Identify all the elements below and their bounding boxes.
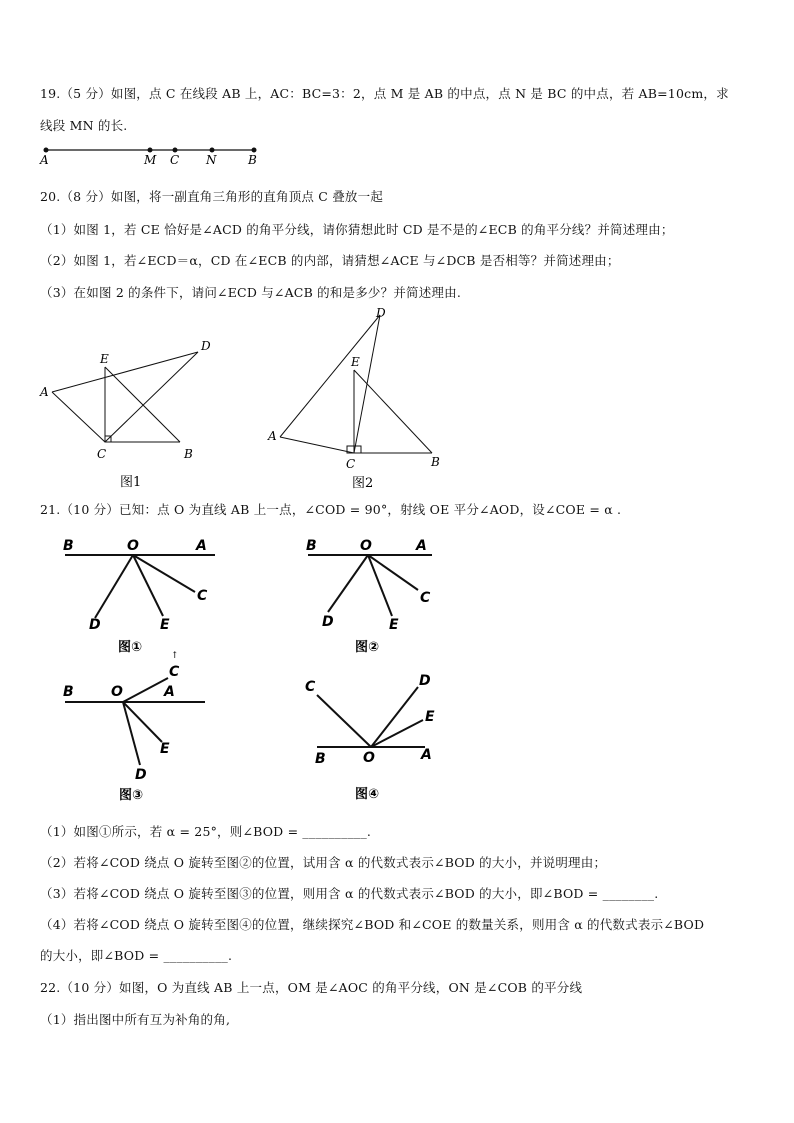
svg-text:B: B bbox=[315, 751, 326, 767]
fig1-caption: 图1 bbox=[120, 475, 142, 490]
fig2-label-A: A bbox=[268, 429, 277, 443]
q21-part4-line1: （4）若将∠COD 绕点 O 旋转至图④的位置，继续探究∠BOD 和∠COE 的数量关系，则用含 α 的代数式表示∠BOD bbox=[40, 917, 705, 932]
q20-intro: 20.（8 分）如图，将一副直角三角形的直角顶点 C 叠放一起 bbox=[40, 189, 384, 204]
q21-part1: （1）如图①所示，若 α = 25°，则∠BOD = __________. bbox=[40, 824, 372, 839]
fig1-label-D: D bbox=[201, 339, 211, 353]
q21-fig2-caption: 图② bbox=[355, 640, 380, 655]
svg-text:A: A bbox=[164, 684, 175, 700]
fig2-label-B: B bbox=[431, 455, 440, 469]
q19-line2: 线段 MN 的长. bbox=[40, 118, 128, 133]
svg-text:A: A bbox=[196, 538, 207, 554]
q22-intro: 22.（10 分）如图，O 为直线 AB 上一点，OM 是∠AOC 的角平分线，ON 是∠COB 的平分线 bbox=[40, 980, 583, 995]
q20-figure-1 bbox=[30, 330, 230, 495]
svg-text:A: A bbox=[416, 538, 427, 554]
q21-fig4-caption: 图④ bbox=[355, 787, 380, 802]
fig2-caption: 图2 bbox=[352, 476, 374, 491]
q20-part3: （3）在如图 2 的条件下，请问∠ECD 与∠ACB 的和是多少？并简述理由. bbox=[40, 285, 462, 300]
stray-mark: ↑ bbox=[171, 651, 179, 661]
q21-part2: （2）若将∠COD 绕点 O 旋转至图②的位置，试用含 α 的代数式表示∠BOD 的大小，并说明理由； bbox=[40, 855, 607, 870]
svg-text:B: B bbox=[63, 684, 74, 700]
q21-figure-1 bbox=[55, 532, 225, 662]
q21-intro: 21.（10 分）已知：点 O 为直线 AB 上一点，∠COD = 90°，射线 OE 平分∠AOD，设∠COE = α . bbox=[40, 502, 622, 517]
svg-text:O: O bbox=[127, 538, 139, 554]
fig2-label-D: D bbox=[376, 306, 386, 320]
fig2-label-C: C bbox=[346, 457, 356, 471]
svg-text:E: E bbox=[160, 741, 170, 757]
q20-part1: （1）如图 1，若 CE 恰好是∠ACD 的角平分线，请你猜想此时 CD 是不是的∠ECB 的角平分线？并简述理由； bbox=[40, 222, 674, 237]
svg-text:C: C bbox=[420, 590, 431, 606]
fig1-label-A: A bbox=[40, 385, 49, 399]
svg-text:C: C bbox=[169, 664, 180, 680]
fig2-label-E: E bbox=[351, 355, 360, 369]
q19-line1: 19.（5 分）如图，点 C 在线段 AB 上，AC：BC=3：2，点 M 是 AB 的中点，点 N 是 BC 的中点，若 AB=10cm，求 bbox=[40, 86, 729, 101]
svg-text:C: C bbox=[197, 588, 208, 604]
svg-text:D: D bbox=[135, 767, 147, 783]
q19-segment-figure bbox=[30, 140, 270, 170]
svg-text:O: O bbox=[111, 684, 123, 700]
svg-text:D: D bbox=[419, 673, 431, 689]
svg-text:C: C bbox=[305, 679, 316, 695]
svg-text:E: E bbox=[389, 617, 399, 633]
point-label-M: M bbox=[144, 153, 157, 167]
svg-text:O: O bbox=[363, 750, 375, 766]
q20-figure-2 bbox=[260, 300, 460, 495]
point-label-C: C bbox=[170, 153, 180, 167]
q21-part3: （3）若将∠COD 绕点 O 旋转至图③的位置，则用含 α 的代数式表示∠BOD 的大小，即∠BOD = ________. bbox=[40, 886, 659, 901]
fig1-label-E: E bbox=[100, 352, 109, 366]
svg-text:E: E bbox=[425, 709, 435, 725]
svg-text:B: B bbox=[63, 538, 74, 554]
q20-part2: （2）如图 1，若∠ECD＝α，CD 在∠ECB 的内部，请猜想∠ACE 与∠DCB 是否相等？并简述理由； bbox=[40, 253, 620, 268]
fig1-label-C: C bbox=[97, 447, 107, 461]
q21-fig1-caption: 图① bbox=[118, 640, 143, 655]
svg-text:O: O bbox=[360, 538, 372, 554]
svg-text:D: D bbox=[89, 617, 101, 633]
fig1-label-B: B bbox=[184, 447, 193, 461]
q21-figure-2 bbox=[300, 532, 450, 662]
svg-text:B: B bbox=[306, 538, 317, 554]
q22-part1: （1）指出图中所有互为补角的角, bbox=[40, 1012, 231, 1027]
point-label-B: B bbox=[248, 153, 257, 167]
q21-fig3-caption: 图③ bbox=[119, 788, 144, 803]
point-label-A: A bbox=[40, 153, 49, 167]
q21-figure-4 bbox=[295, 665, 455, 805]
svg-text:A: A bbox=[421, 747, 432, 763]
svg-text:E: E bbox=[160, 617, 170, 633]
point-label-N: N bbox=[206, 153, 217, 167]
svg-text:D: D bbox=[322, 614, 334, 630]
q21-part4-line2: 的大小，即∠BOD = __________. bbox=[40, 948, 233, 963]
q21-figure-3 bbox=[55, 660, 225, 805]
